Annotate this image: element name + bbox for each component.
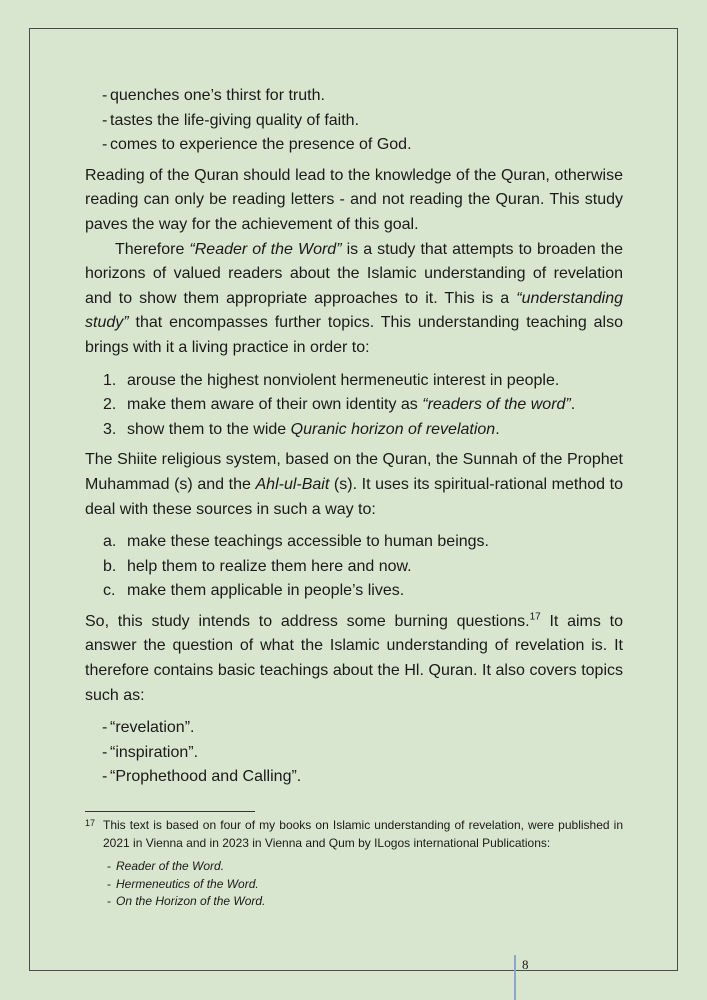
list-item: - tastes the life-giving quality of faith. [102, 109, 623, 134]
intro-bullet-list [102, 84, 623, 158]
lettered-list [103, 530, 623, 604]
list-item-text: make them aware of their own identity as [127, 396, 423, 414]
list-item [103, 369, 623, 394]
list-item-text: help them to realize them here and now. [127, 557, 412, 575]
paragraph-burning-questions [85, 610, 623, 708]
list-marker: b. [103, 557, 117, 575]
list-item [103, 555, 623, 580]
list-item: - Reader of the Word. [107, 858, 623, 876]
page-number-bar [514, 955, 516, 1000]
list-item: - “inspiration”. [102, 741, 623, 766]
list-item: - Hermeneutics of the Word. [107, 876, 623, 894]
list-marker: c. [103, 582, 116, 600]
list-item [103, 418, 623, 443]
topic-bullet-list [102, 716, 623, 790]
list-marker: 2. [103, 396, 117, 414]
footnote [85, 817, 623, 911]
emphasis-text: Quranic horizon of revelation [290, 420, 496, 438]
footnote-row [85, 817, 623, 852]
list-item: - comes to experience the presence of God. [102, 133, 623, 158]
book-title: “Reader of the Word” [189, 240, 342, 258]
text-span: (s). It uses its spiritual-rational method to deal with these sources in such a way to: [85, 475, 623, 518]
text-span: It aims to answer the question of what the Islamic understanding of revelation is. It therefore contains basic teachings about the Hl. Quran. It also covers topics such as: [85, 612, 623, 704]
list-item: - “Prophethood and Calling”. [102, 765, 623, 790]
list-item [103, 579, 623, 604]
list-item-text: make these teachings accessible to human beings. [127, 533, 489, 551]
punctuation: . [570, 396, 576, 414]
paragraph-shiite-system [85, 448, 623, 522]
list-item-text: show them to the wide [127, 420, 291, 438]
text-span: The Shiite religious system, based on the Quran, the Sunnah of the Prophet Muhammad (s) and the [85, 451, 623, 493]
footnote-book-list [107, 858, 623, 911]
list-marker: 1. [103, 371, 117, 389]
list-item-text: arouse the highest nonviolent hermeneutic interest in people. [127, 371, 560, 389]
list-item: - On the Horizon of the Word. [107, 893, 623, 911]
punctuation: . [495, 420, 500, 438]
text-span: that encompasses further topics. This understanding teaching also brings with it a living practice in order to: [85, 314, 623, 356]
list-item: - quenches one’s thirst for truth. [102, 84, 623, 109]
text-span: So, this study intends to address some burning questions. [85, 612, 530, 630]
list-item: - “revelation”. [102, 716, 623, 741]
footnote-separator [85, 811, 255, 812]
emphasis-text: “understanding study” [85, 289, 623, 332]
paragraph-reader-of-word [85, 238, 623, 361]
text-span: is a study that attempts to broaden the horizons of valued readers about the Islamic understanding of revelation and to show them appropriate approaches to it. This is a [85, 240, 624, 307]
main-text [85, 84, 623, 796]
list-item [103, 530, 623, 555]
page-number: 8 [522, 957, 529, 972]
emphasis-text: Ahl-ul-Bait [255, 475, 330, 493]
footnote-text: This text is based on four of my books on Islamic understanding of revelation, were published in 2021 in Vienna and in 2023 in Vienna and Qum by ILogos international Publications: [103, 818, 623, 850]
paragraph-reading-quran: Reading of the Quran should lead to the knowledge of the Quran, otherwise reading can only be reading letters - and not reading the Quran. This study paves the way for the achievement of this goal. [85, 166, 623, 233]
list-marker: 3. [103, 420, 117, 438]
list-marker: a. [103, 533, 117, 551]
list-item-text: make them applicable in people’s lives. [127, 582, 405, 600]
text-span: Therefore [115, 240, 190, 258]
numbered-list [103, 369, 623, 443]
emphasis-text: “readers of the word” [422, 396, 571, 414]
footnote-reference[interactable]: 17 [529, 611, 541, 623]
footnote-number: 17 [85, 818, 96, 828]
list-item [103, 393, 623, 418]
